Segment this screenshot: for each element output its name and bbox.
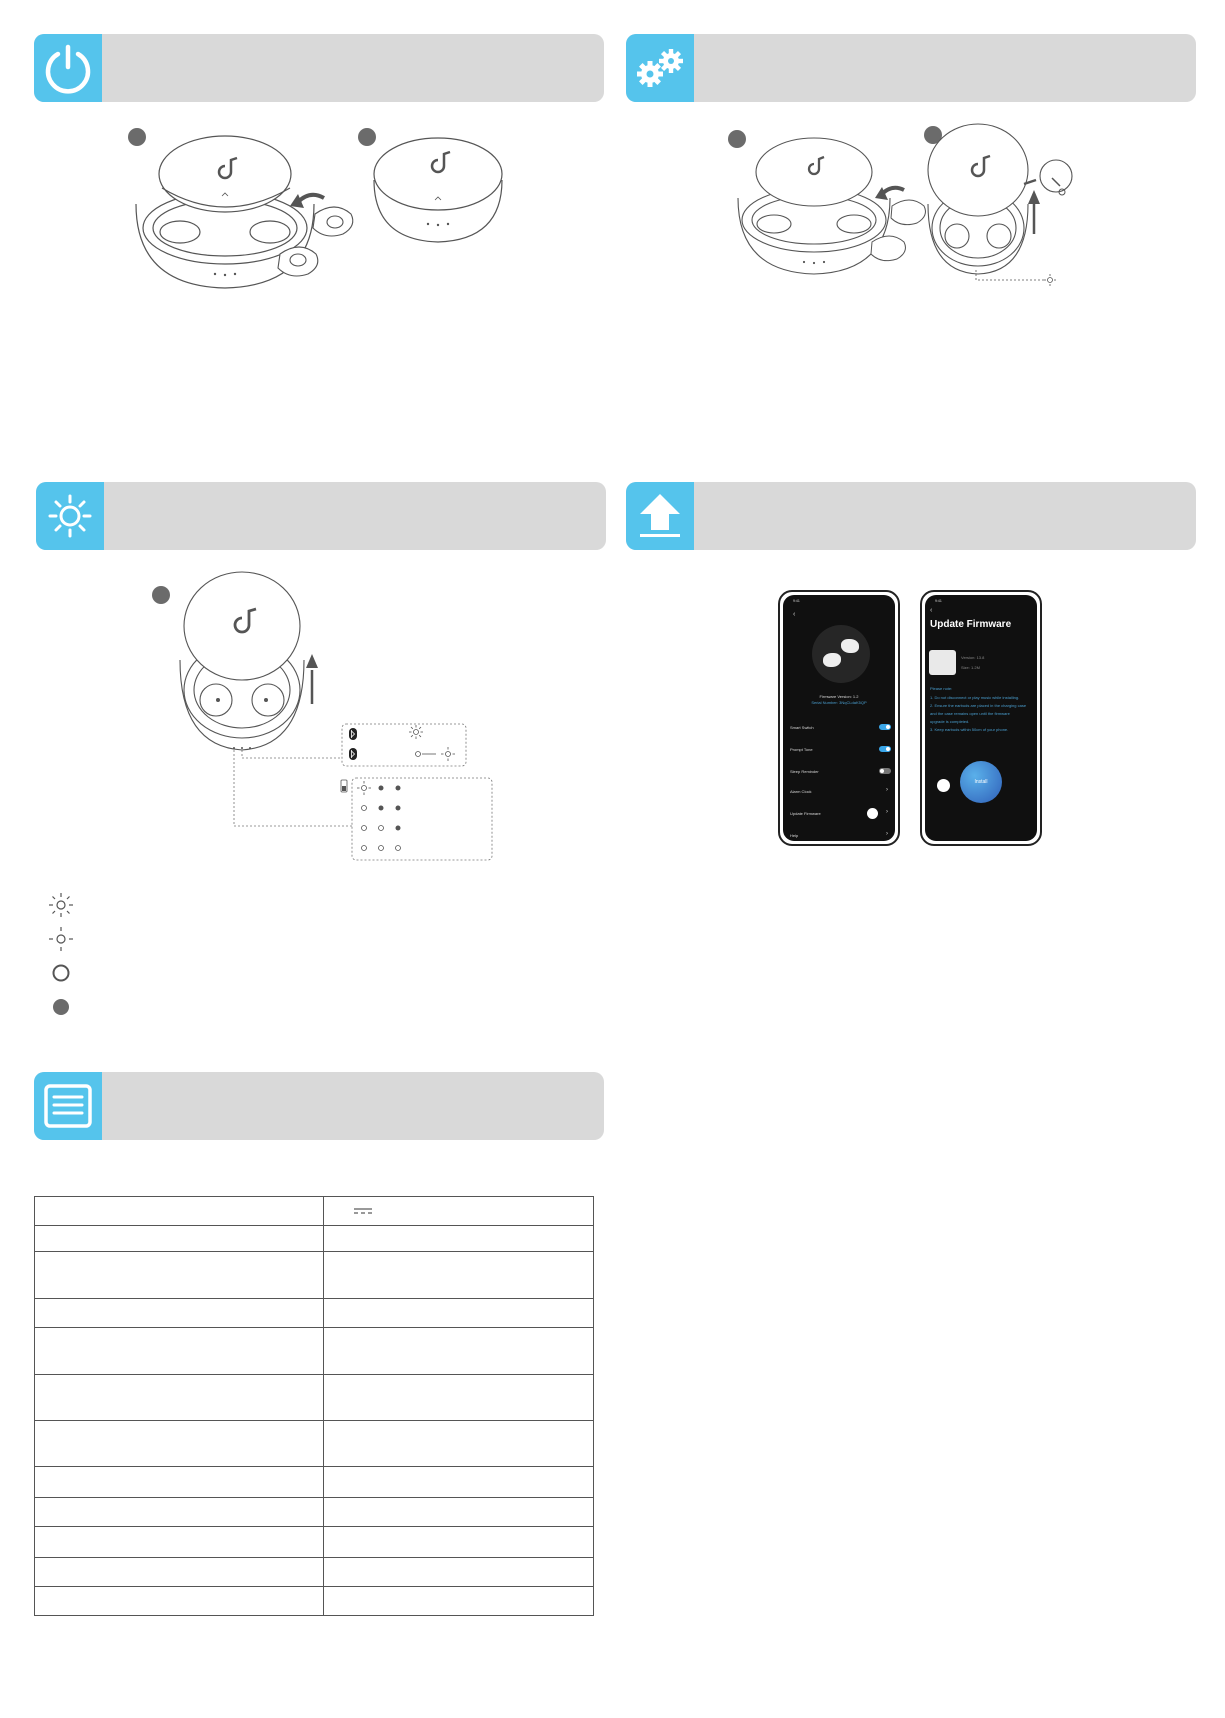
chevron-right-icon: › [886,809,888,815]
gears-icon [626,34,694,102]
setting-sleep-reminder[interactable]: Sleep Reminder [790,769,819,774]
light-flash-icon [46,924,76,954]
open-case-illustration [130,136,360,296]
firmware-new-version: Version: 13.8 [961,655,985,660]
spec-value [324,1375,594,1421]
sleep-reminder-toggle[interactable] [879,768,891,774]
light-off-icon [46,958,76,988]
table-row [35,1299,594,1328]
back-chevron-icon[interactable]: ‹ [930,607,933,614]
spec-label [35,1252,324,1299]
smart-switch-toggle[interactable] [879,724,891,730]
firmware-size: Size: 1.2M [961,665,980,670]
table-row [35,1375,594,1421]
note-line: and the case remains open until the firmware [930,711,1010,716]
power-icon [34,34,102,102]
spec-label [35,1527,324,1558]
setting-update-firmware[interactable]: Update Firmware [790,811,821,816]
phone-update-firmware: 9:41 ‹ Update Firmware Version: 13.8 Size: 1.2M Please note: 1. Do not disconnect or play music while installing. 2. Ensure the earbuds are placed in the charging case and the case remains open until the firmware upgrade is completed. 3. Keep earbuds within 50cm of your phone. Install [920,590,1042,846]
table-row [35,1527,594,1558]
spec-value [324,1558,594,1587]
open-case-illustration [732,138,932,278]
table-row [35,1467,594,1498]
note-line: 3. Keep earbuds within 50cm of your phone. [930,727,1009,732]
chevron-right-icon: › [886,787,888,793]
update-firmware-title: Update Firmware [930,619,1012,630]
phone-device-settings: 9:41 ‹ Firmware Version: 1.2 Serial Number: 3NqCLdaK5QP Smart Switch Prompt Tone Sleep Reminder Alarm Clock › Update Firmware › Help › [778,590,900,846]
spec-value [324,1299,594,1328]
setting-alarm-clock[interactable]: Alarm Clock [790,789,812,794]
section-header-specs [34,1072,604,1140]
table-row [35,1498,594,1527]
spec-value [324,1328,594,1375]
firmware-version: Firmware Version: 1.2 [819,694,859,699]
table-row [35,1226,594,1252]
step-marker-1 [152,586,170,604]
spec-label [35,1467,324,1498]
back-chevron-icon[interactable]: ‹ [793,611,796,618]
spec-label [35,1226,324,1252]
table-row [35,1558,594,1587]
spec-label [35,1375,324,1421]
earbuds-image [812,625,870,683]
table-row [35,1328,594,1375]
section-header-settings [626,34,1196,102]
table-row [35,1252,594,1299]
spec-value [324,1226,594,1252]
serial-number: Serial Number: 3NqCLdaK5QP [811,700,867,705]
earbuds-thumbnail [929,650,956,675]
upload-arrow-icon [626,482,694,550]
tap-indicator-dot [867,808,878,819]
prompt-tone-toggle[interactable] [879,746,891,752]
spec-value [324,1252,594,1299]
tap-indicator-dot [937,779,950,792]
light-bright-icon [46,890,76,920]
note-line: upgrade is completed. [930,719,970,724]
sun-light-icon [36,482,104,550]
spec-value [324,1197,594,1226]
table-row [35,1197,594,1226]
install-button[interactable] [960,761,1002,803]
spec-label [35,1421,324,1467]
note-line: 1. Do not disconnect or play music while installing. [930,695,1020,700]
indicator-case-illustration [178,570,508,870]
light-on-icon [46,992,76,1022]
spec-label [35,1328,324,1375]
spec-value [324,1498,594,1527]
spec-value [324,1421,594,1467]
setting-prompt-tone[interactable]: Prompt Tone [790,747,813,752]
spec-label [35,1299,324,1328]
closed-case-illustration [370,136,510,246]
spec-label [35,1587,324,1616]
install-label: Install [974,779,988,785]
spec-value [324,1587,594,1616]
notes-heading: Please note: [930,686,953,691]
table-row [35,1587,594,1616]
section-header-update [626,482,1196,550]
specifications-table [34,1196,594,1616]
note-line: 2. Ensure the earbuds are placed in the charging case [930,703,1027,708]
section-header-power [34,34,604,102]
chevron-right-icon: › [886,831,888,837]
spec-label [35,1498,324,1527]
setting-smart-switch[interactable]: Smart Switch [790,725,814,730]
table-row [35,1421,594,1467]
section-header-indicator [36,482,606,550]
spec-label [35,1558,324,1587]
spec-value [324,1527,594,1558]
spec-value [324,1467,594,1498]
spec-label [35,1197,324,1226]
pairing-case-illustration [924,124,1094,284]
setting-help[interactable]: Help [790,833,799,838]
list-icon [34,1072,102,1140]
dc-symbol-icon [352,1206,374,1216]
